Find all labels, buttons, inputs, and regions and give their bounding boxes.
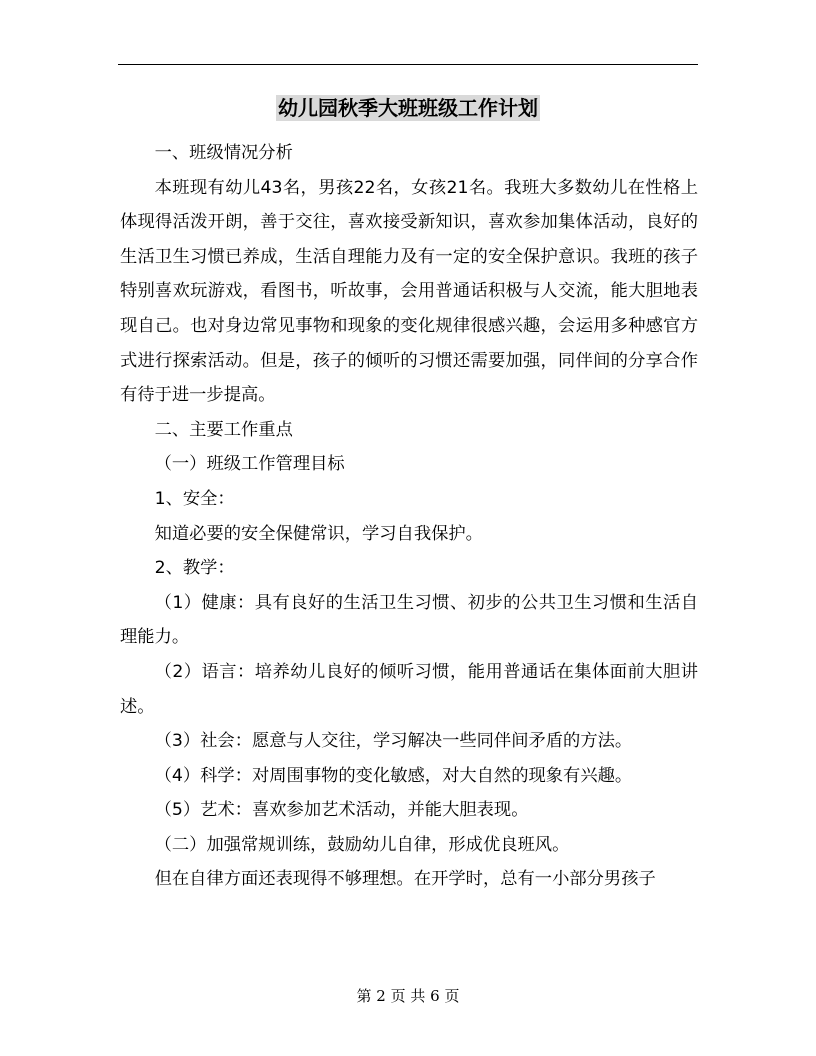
paragraph-language: （2）语言：培养幼儿良好的倾听习惯，能用普通话在集体面前大胆讲述。	[120, 661, 698, 717]
paragraph-health: （1）健康：具有良好的生活卫生习惯、初步的公共卫生习惯和生活自理能力。	[120, 592, 698, 648]
paragraph-safety: 知道必要的安全保健常识，学习自我保护。	[154, 523, 483, 544]
item-heading-teaching: 2、教学：	[154, 558, 235, 579]
section-heading-class-analysis: 一、班级情况分析	[154, 143, 293, 163]
paragraph-art: （5）艺术：喜欢参加艺术活动，并能大胆表现。	[154, 800, 529, 821]
item-heading-safety: 1、安全：	[154, 488, 235, 509]
paragraph-class-analysis: 本班现有幼儿43名，男孩22名，女孩21名。我班大多数幼儿在性格上体现得活泼开朗，善于交往，喜欢接受新知识，喜欢参加集体活动，良好的生活卫生习惯已养成，生活自理能力及有一定的安全保护意识。我班的孩子特别喜欢玩游戏，看图书，听故事，会用普通话积极与人交流，能大胆地表现自己。也对身边常见事物和现象的变化规律很感兴趣，会运用多种感官方式进行探索活动。但是，孩子的倾听的习惯还需要加强，同伴间的分享合作有待于进一步提高。	[120, 177, 698, 406]
document-body	[120, 136, 698, 897]
header-rule	[118, 64, 698, 65]
paragraph-social: （3）社会：愿意与人交往，学习解决一些同伴间矛盾的方法。	[154, 731, 633, 752]
document-title-text: 幼儿园秋季大班班级工作计划	[278, 96, 538, 120]
subsection-heading-routine-training: （二）加强常规训练，鼓励幼儿自律，形成优良班风。	[154, 834, 570, 855]
paragraph-self-discipline: 但在自律方面还表现得不够理想。在开学时，总有一小部分男孩子	[154, 869, 656, 890]
subsection-heading-management-goals: （一）班级工作管理目标	[154, 454, 345, 475]
paragraph-science: （4）科学：对周围事物的变化敏感，对大自然的现象有兴趣。	[154, 765, 633, 786]
document-title	[0, 92, 816, 124]
section-heading-key-work: 二、主要工作重点	[154, 419, 293, 440]
page-number: 第 2 页 共 6 页	[356, 987, 460, 1005]
